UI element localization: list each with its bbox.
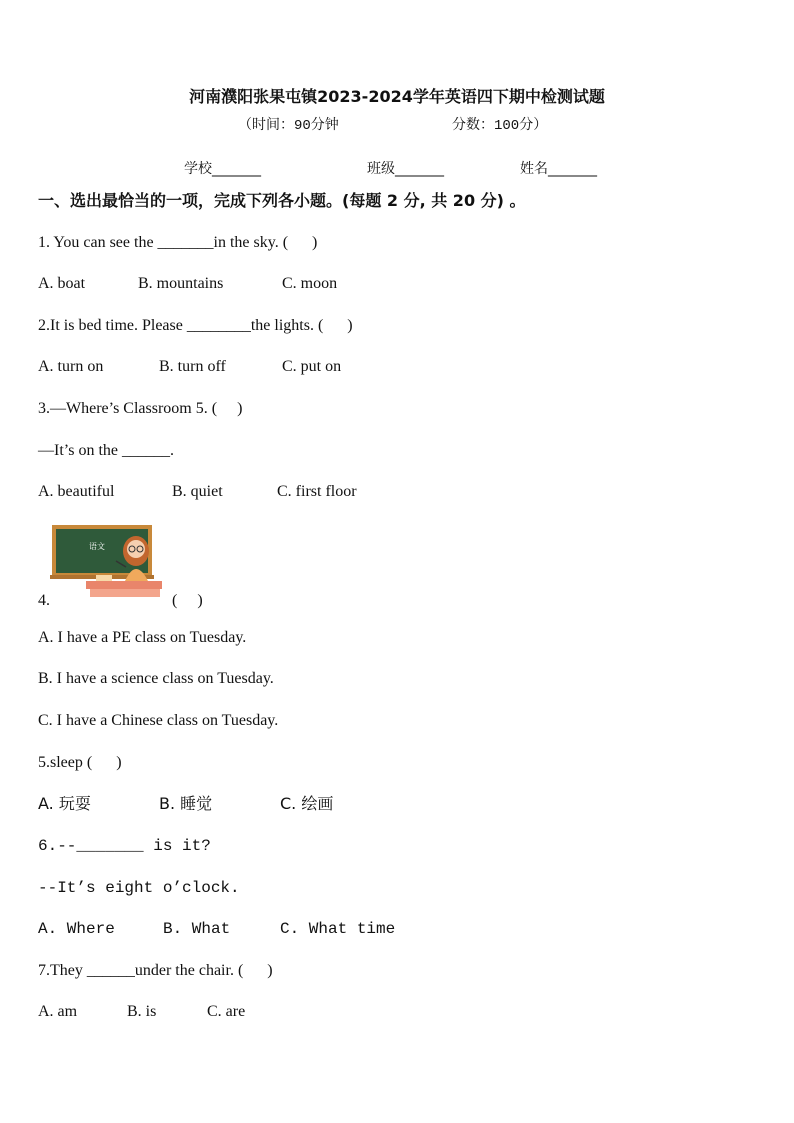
exam-time: （时间：90分钟 [238,118,339,134]
question-1-option-c: C. moon [282,275,338,292]
question-3-option-c: C. first floor [277,483,357,500]
question-7-option-b: B. is [127,1003,157,1020]
question-6-option-b: B. What [163,920,231,938]
question-4-option-a: A. I have a PE class on Tuesday. [38,629,247,646]
question-2-option-c: C. put on [282,358,342,375]
name-field: 姓名_______ [520,161,597,177]
exam-score: 分数：100分） [452,118,548,134]
question-6-option-c: C. What time [280,920,396,938]
question-7-stem: 7.They ______under the chair. ( ) [38,962,273,979]
question-7-option-c: C. are [207,1003,246,1020]
question-3-stem: 3.—Where’s Classroom 5. ( ) [38,400,243,417]
teacher-blackboard-image [50,523,168,599]
question-1-stem: 1. You can see the _______in the sky. ( ) [38,234,318,251]
question-5-stem: 5.sleep ( ) [38,754,122,771]
question-3-option-b: B. quiet [172,483,223,500]
question-1-option-a: A. boat [38,275,86,292]
school-field: 学校_______ [184,161,261,177]
question-6-stem: 6.--_______ is it? [38,837,211,855]
question-7-option-a: A. am [38,1003,78,1020]
page-title: 河南濮阳张果屯镇2023-2024学年英语四下期中检测试题 [189,87,605,106]
question-2-option-a: A. turn on [38,358,104,375]
section-heading: 一、选出最恰当的一项，完成下列各小题。(每题 2 分, 共 20 分) 。 [38,191,526,210]
question-5-option-b: B. 睡觉 [159,794,213,813]
question-1-option-b: B. mountains [138,275,224,292]
question-5-option-a: A. 玩耍 [38,794,91,813]
question-4-stem: 4. [38,592,50,609]
question-3-option-a: A. beautiful [38,483,115,500]
question-6-answer-line: --It’s eight o’clock. [38,879,240,897]
question-4-bracket: ( ) [172,592,203,609]
question-4-option-c: C. I have a Chinese class on Tuesday. [38,712,279,729]
question-4-option-b: B. I have a science class on Tuesday. [38,670,274,687]
question-2-stem: 2.It is bed time. Please ________the lights. ( ) [38,317,353,334]
question-2-option-b: B. turn off [159,358,226,375]
question-6-option-a: A. Where [38,920,115,938]
question-5-option-c: C. 绘画 [280,794,334,813]
blackboard-text: 语文 [89,542,105,551]
question-3-answer-line: —It’s on the ______. [38,442,174,459]
class-field: 班级_______ [367,161,444,177]
